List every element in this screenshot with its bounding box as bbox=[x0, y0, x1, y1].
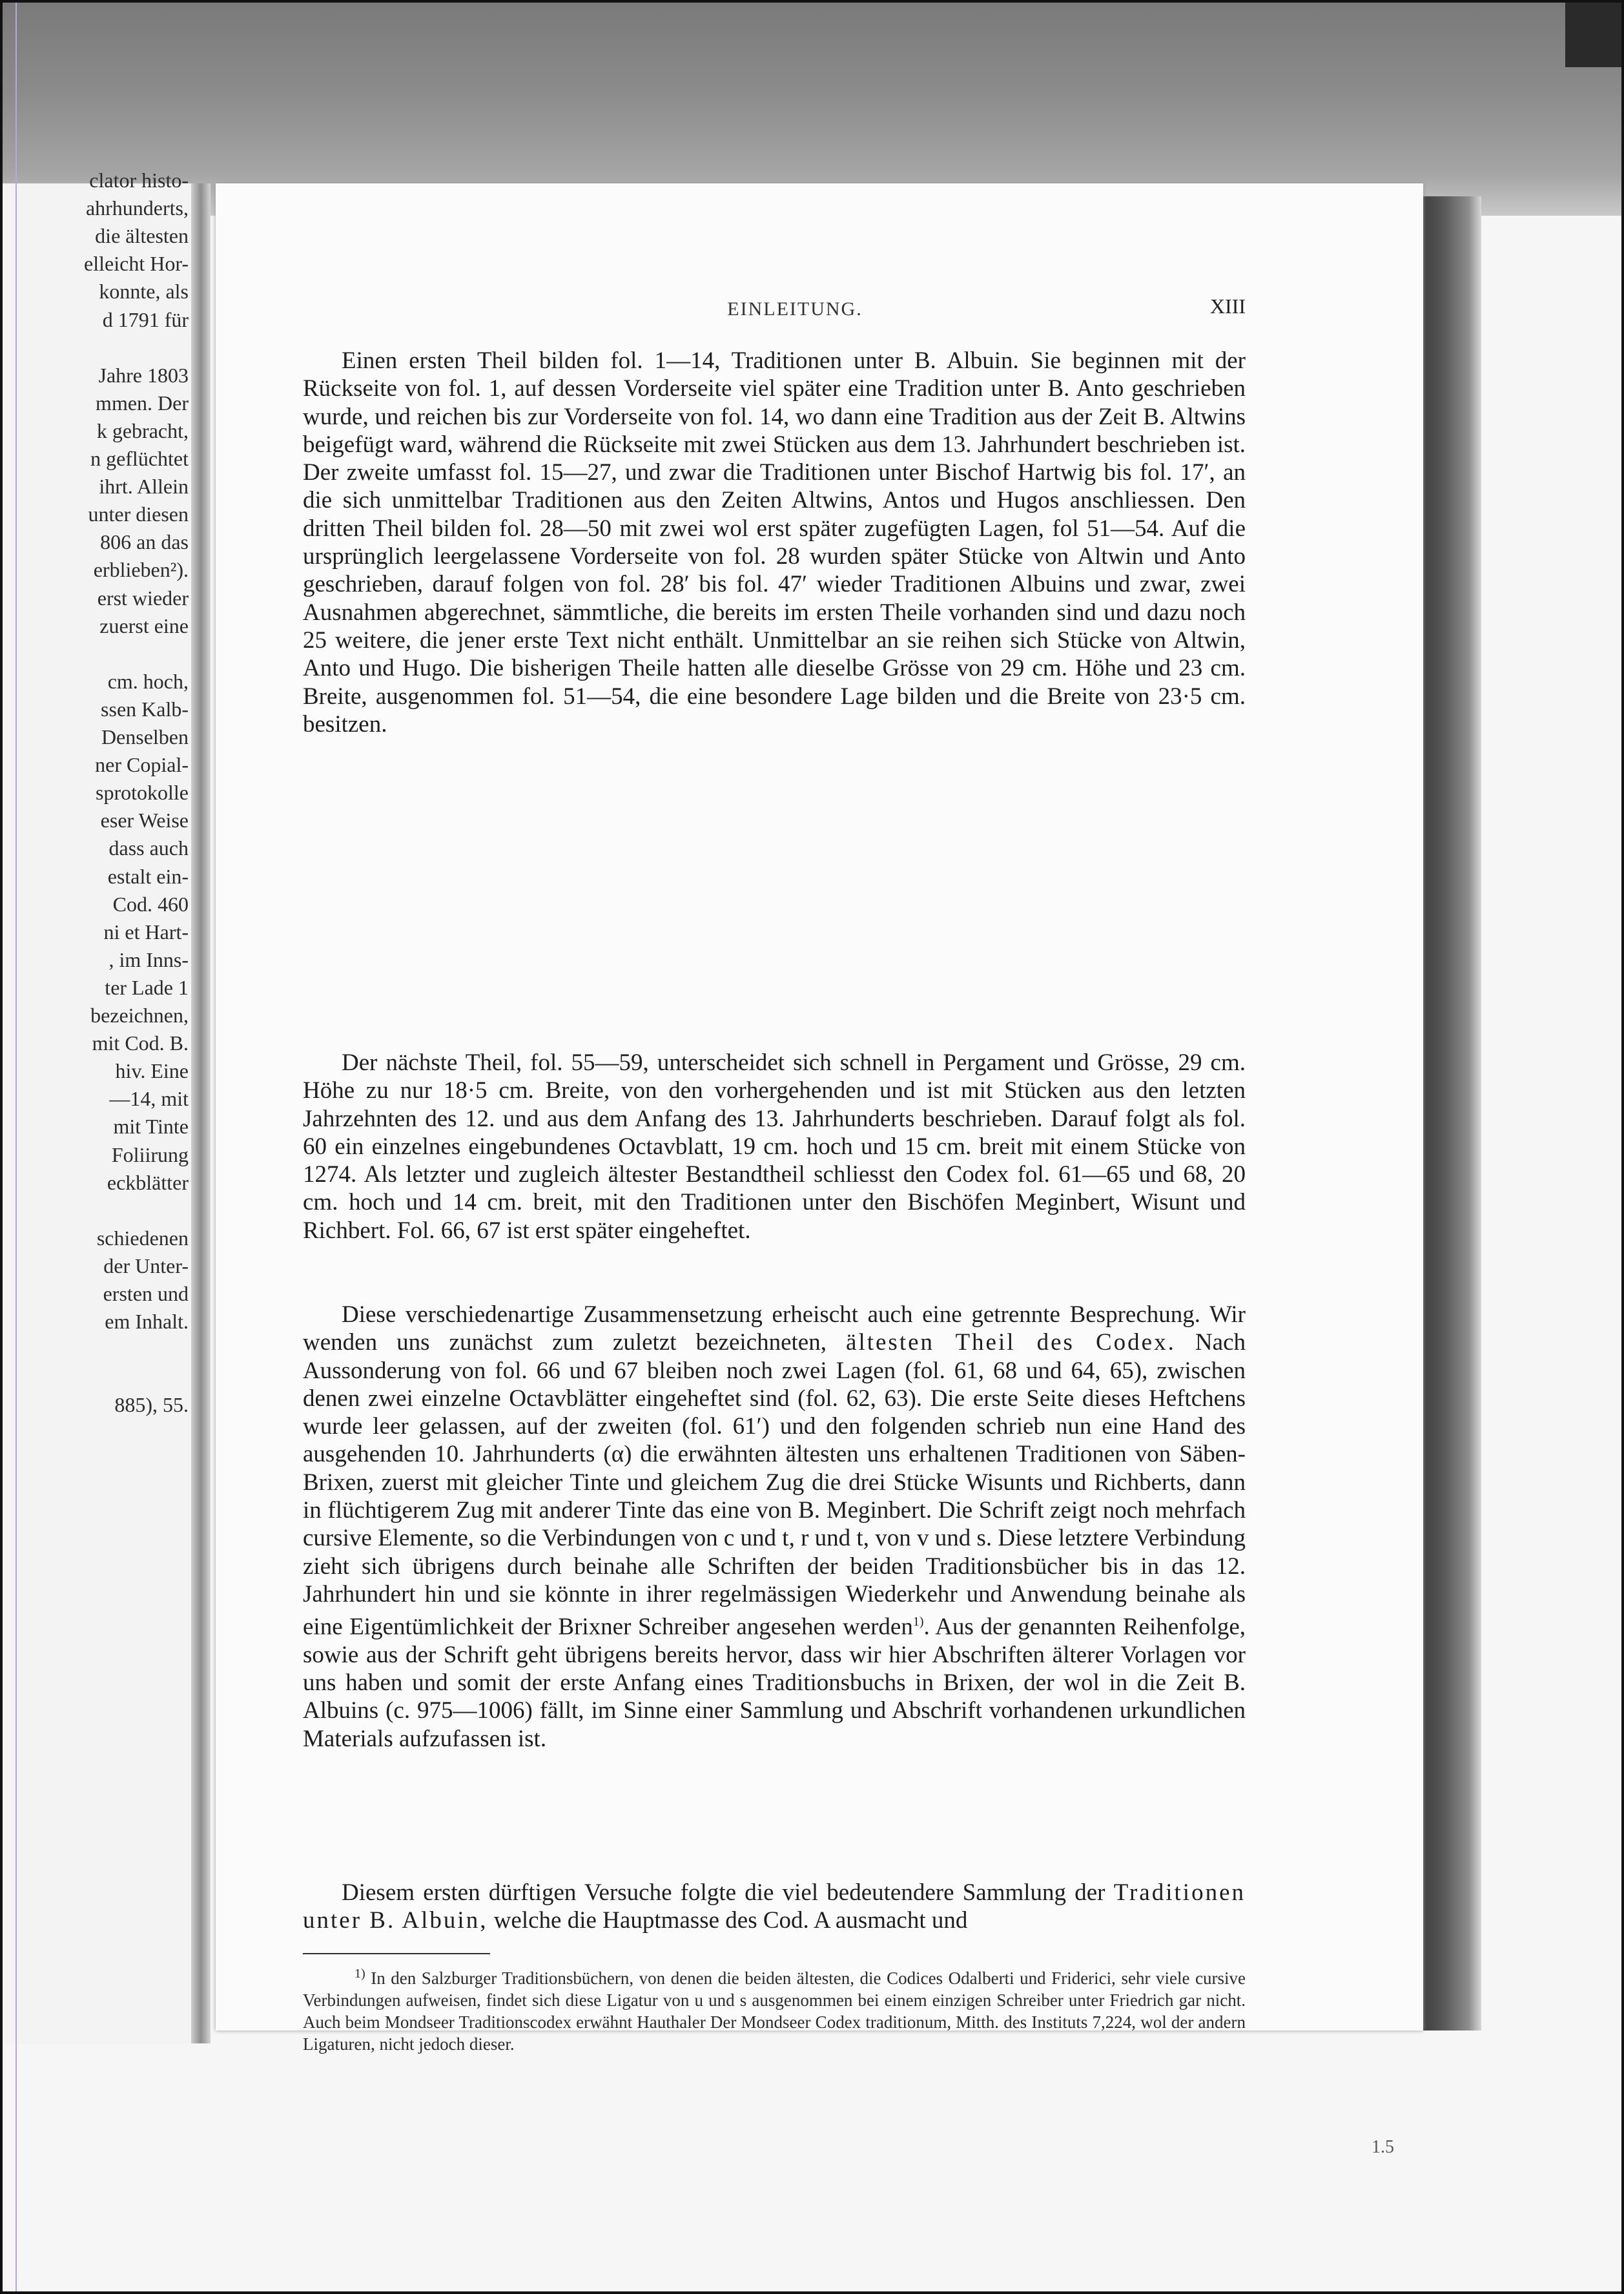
left-page-fragment-line: die ältesten bbox=[95, 224, 189, 248]
paragraph-1: Einen ersten Theil bilden fol. 1—14, Traditionen unter B. Albuin. Sie beginnen mit der Rückseite von fol. 1, auf dessen Vorderseite viel später eine Tradition unter B. Anto geschrieben wurde, und reichen bis zur Vorderseite von fol. 14, wo dann eine Tradition aus der Zeit B. Altwins beigefügt ward, während die Rückseite mit zwei Stücken aus dem 13. Jahrhundert beschrieben ist. Der zweite umfasst fol. 15—27, und zwar die Traditionen unter Bischof Hartwig bis fol. 17′, an die sich unmittelbar Traditionen aus den Zeiten Altwins, Antos und Hugos anschliessen. Den dritten Theil bilden fol. 28—50 mit zwei wol erst später zugefügten Lagen, fol 51—54. Auf die ursprünglich leergelassene Vorderseite von fol. 28 wurden später Stücke von Altwin und Anto geschrieben, darauf folgen von fol. 28′ bis fol. 47′ wieder Traditionen Albuins und zwar, zwei Ausnahmen abgerechnet, sämmtliche, die bereits im ersten Theile vorhanden sind und dazu noch 25 weitere, die jener erste Text nicht enthält. Unmittelbar an sie reihen sich Stücke von Altwin, Anto und Hugo. Die bisherigen Theile hatten alle dieselbe Grösse von 29 cm. Höhe und 23 cm. Breite, ausgenommen fol. 51—54, die eine besondere Lage bilden und die Breite von 23·5 cm. besitzen. bbox=[303, 347, 1246, 738]
running-header: EINLEITUNG. bbox=[727, 298, 863, 320]
scan-corner-mark: 1.5 bbox=[1372, 2137, 1394, 2157]
left-page-fragment-line: hiv. Eine bbox=[115, 1059, 189, 1083]
left-page-fragment-line: 806 an das bbox=[100, 530, 189, 554]
left-page-fragment-line: eser Weise bbox=[100, 809, 189, 832]
left-page-fragment bbox=[3, 169, 200, 2043]
left-page-fragment-line: unter diesen bbox=[88, 502, 189, 526]
footnote-reference: 1) bbox=[912, 1615, 924, 1629]
left-page-fragment-line: clator histo- bbox=[89, 169, 189, 192]
paragraph-3 bbox=[303, 1301, 1246, 1753]
left-page-fragment-line: cm. hoch, bbox=[107, 669, 189, 693]
left-page-fragment-line: eckblätter bbox=[107, 1170, 189, 1194]
left-page-fragment-line: konnte, als bbox=[99, 280, 189, 304]
left-page-fragment-line: schiedenen bbox=[96, 1226, 189, 1250]
paragraph-3-text-a: Diese verschiedenartige Zusammensetzung erheischt auch eine getrennte Besprechung. Wir wenden uns zunächst zum zuletzt bezeichneten, bbox=[303, 1301, 1246, 1356]
book-page bbox=[216, 183, 1423, 2054]
left-page-fragment-line: sprotokolle bbox=[96, 781, 189, 805]
left-page-fragment-line: ner Copial- bbox=[95, 753, 189, 777]
left-page-fragment-line: elleicht Hor- bbox=[84, 252, 189, 276]
left-page-fragment-line: ersten und bbox=[103, 1282, 189, 1305]
paragraph-3-text-b: Nach Aussonderung von fol. 66 und 67 bleiben noch zwei Lagen (fol. 61, 68 und 64, 65), zwischen denen zwei einzelne Octavblätter eingeheftet sind (fol. 62, 63). Die erste Seite dieses Heftchens wurde leer gelassen, auf der zweiten (fol. 61′) und den folgenden schrieb nun eine Hand des ausgehenden 10. Jahrhunderts (α) die erwähnten ältesten uns erhaltenen Traditionen von Säben-Brixen, zuerst mit gleicher Tinte und gleichem Zug die drei Stücke Wisunts und Richberts, dann in flüchtigerem Zug mit anderer Tinte das eine von B. Meginbert. Die Schrift zeigt noch mehrfach cursive Elemente, so die Verbindungen von c und t, r und t, von v und s. Diese letztere Verbindung zieht sich übrigens durch beinahe alle Schriften der beiden Traditionsbücher bis in das 12. Jahrhundert hin und sie könnte in ihrer regelmässigen Wiederkehr und Anwendung beinahe als eine Eigentümlichkeit der Brixner Schreiber angesehen werden bbox=[303, 1329, 1246, 1640]
left-page-fragment-line: ter Lade 1 bbox=[105, 975, 189, 999]
footnote-marker: 1) bbox=[355, 1967, 365, 1981]
left-page-fragment-line: erst wieder bbox=[97, 586, 189, 610]
left-page-fragment-line: Cod. 460 bbox=[112, 892, 189, 916]
left-page-fragment-line: bezeichnen, bbox=[90, 1004, 189, 1027]
left-page-fragment-line: dass auch bbox=[108, 836, 189, 860]
left-page-fragment-line: Jahre 1803 bbox=[98, 363, 189, 387]
left-page-fragment-line: Foliirung bbox=[111, 1142, 189, 1166]
footnote-divider bbox=[303, 1953, 490, 1954]
left-page-fragment-line: mit Cod. B. bbox=[92, 1031, 189, 1055]
paragraph-3-text-c: . Aus der genannten Reihenfolge, sowie aus der Schrift geht übrigens bereits hervor, dass wir hier Abschriften älterer Vorlagen vor uns haben und somit der erste Anfang eines Traditionsbuchs in Brixen, der wol in die Zeit B. Albuins (c. 975—1006) fällt, im Sinne einer Sammlung und Abschrift vorhandenen urkundlichen Materials aufzufassen ist. bbox=[303, 1613, 1246, 1752]
left-page-fragment-line: k gebracht, bbox=[96, 418, 189, 442]
left-page-fragment-line: d 1791 für bbox=[102, 307, 189, 331]
left-page-fragment-line: Denselben bbox=[101, 725, 189, 749]
book-gutter bbox=[191, 183, 211, 2043]
paragraph-4-text-a: Diesem ersten dürftigen Versuche folgte die viel bedeutendere Sammlung der bbox=[342, 1879, 1114, 1906]
left-page-fragment-line: n geflüchtet bbox=[90, 447, 189, 470]
footnote bbox=[303, 1963, 1246, 2055]
left-margin-line bbox=[15, 3, 17, 2294]
left-page-fragment-line: der Unter- bbox=[103, 1254, 189, 1277]
right-page-shadow bbox=[1420, 196, 1481, 2031]
paragraph-4-spaced-phrase: Traditionen unter B. Albuin, bbox=[303, 1879, 1246, 1934]
paragraph-2: Der nächste Theil, fol. 55—59, unterscheidet sich schnell in Pergament und Grösse, 29 cm. Höhe zu nur 18·5 cm. Breite, von den vorhergehenden und ist mit Stücken aus den letzten Jahrzehnten des 12. und aus dem Anfang des 13. Jahrhunderts beschrieben. Darauf folgt als fol. 60 ein einzelnes eingebundenes Octavblatt, 19 cm. hoch und 15 cm. breit mit einem Stücke von 1274. Als letzter und zugleich ältester Bestandtheil schliesst den Codex fol. 61—65 und 68, 20 cm. hoch und 14 cm. breit, mit den Traditionen unter den Bischöfen Meginbert, Wisunt und Richbert. Fol. 66, 67 ist erst später eingeheftet. bbox=[303, 1049, 1246, 1244]
paragraph-4 bbox=[303, 1879, 1246, 1935]
left-page-fragment-line: estalt ein- bbox=[107, 864, 189, 888]
left-page-fragment-line: mmen. Der bbox=[96, 391, 189, 415]
left-page-fragment-line: ihrt. Allein bbox=[99, 475, 189, 499]
left-page-fragment-line: ni et Hart- bbox=[103, 920, 189, 944]
left-page-fragment-line: —14, mit bbox=[109, 1087, 189, 1111]
left-page-fragment-line: zuerst eine bbox=[99, 614, 189, 637]
left-page-fragment-line: ahrhunderts, bbox=[85, 196, 189, 220]
paragraph-4-text-b: welche die Hauptmasse des Cod. A ausmacht und bbox=[488, 1907, 968, 1934]
paragraph-3-spaced-phrase: ältesten Theil des Codex. bbox=[846, 1329, 1176, 1356]
left-page-fragment-line: 885), 55. bbox=[114, 1393, 189, 1417]
top-right-dark-corner bbox=[1565, 3, 1621, 67]
left-page-fragment-line: ssen Kalb- bbox=[101, 697, 189, 721]
page-number: XIII bbox=[1209, 294, 1246, 318]
left-page-fragment-line: em Inhalt. bbox=[105, 1310, 189, 1334]
left-page-fragment-line: mit Tinte bbox=[113, 1115, 189, 1139]
left-page-fragment-line: erblieben²). bbox=[93, 558, 189, 582]
left-page-fragment-line: , im Inns- bbox=[108, 947, 189, 971]
footnote-text: In den Salzburger Traditionsbüchern, von denen die beiden ältesten, die Codices Odalberti und Friderici, sehr viele cursive Verbindungen aufweisen, findet sich diese Ligatur von u und s ausgenommen bei einem einzigen Schreiber unter Friedrich gar nicht. Auch beim Mondseer Traditionscodex erwähnt Hauthaler Der Mondseer Codex traditionum, Mitth. des Instituts 7,224, wol der andern Ligaturen, nicht jedoch dieser. bbox=[303, 1968, 1246, 2054]
